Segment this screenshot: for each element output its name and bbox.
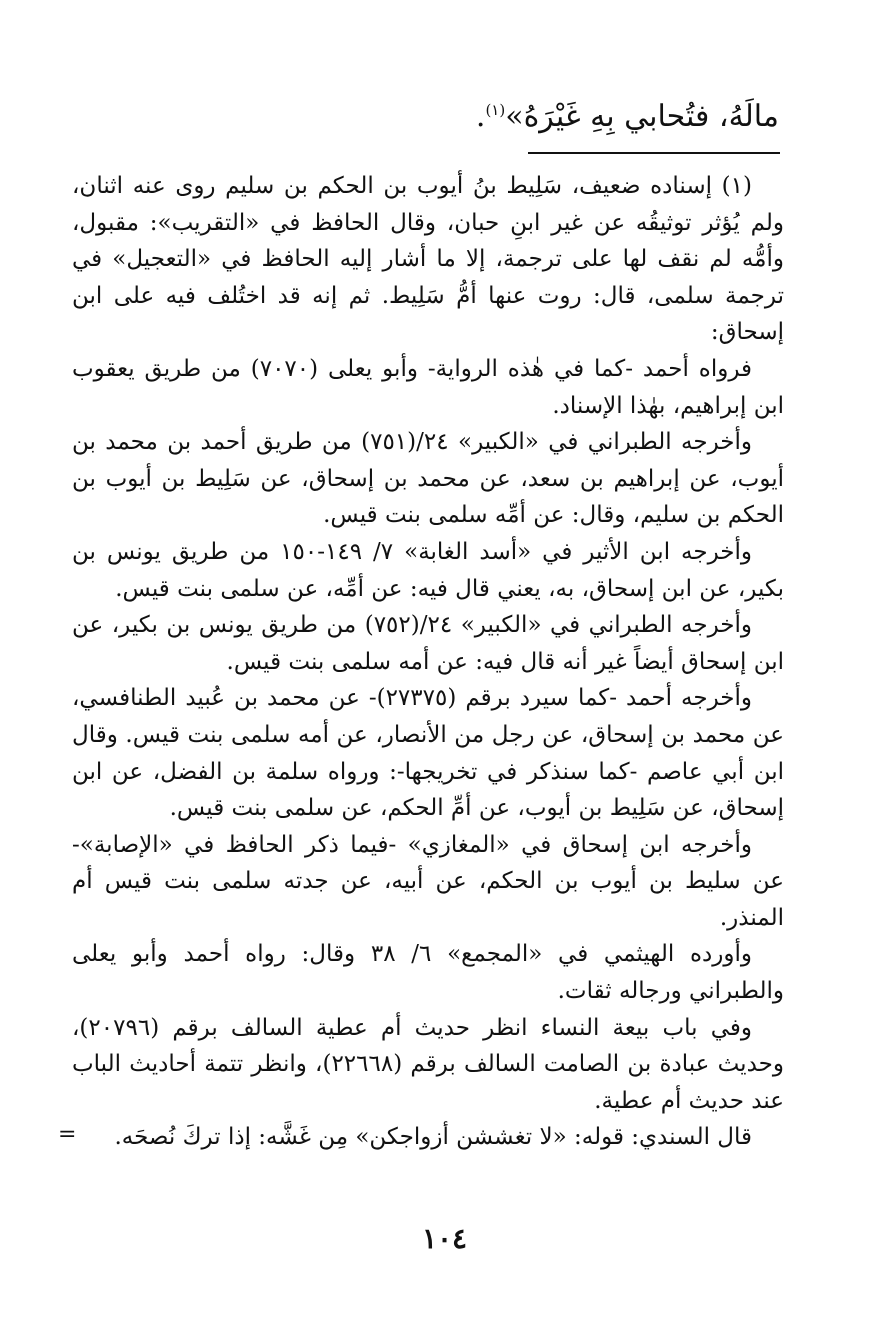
main-text-end: .	[475, 99, 486, 134]
continuation-mark: =	[58, 1122, 77, 1148]
footnote-paragraph: (١) إسناده ضعيف، سَلِيط بنُ أيوب بن الحكم بن سليم روى عنه اثنان، ولم يُؤثر توثيقُه عن غير ابنِ حبان، وقال الحافظ في «التقريب»: مقبول، وأمُّه لم نقف لها على ترجمة، إلا ما أشار إليه الحافظ في «التعجيل» في ترجمة سلمى، قال: روت عنها أمُّ سَلِيط. ثم إنه قد اختُلف فيه على ابن إسحاق:	[72, 173, 784, 346]
footnote-paragraph-last: قال السندي: قوله: «لا تغششن أزواجكن» مِن غَشَّه: إذا تركَ نُصحَه.	[114, 1124, 752, 1151]
footnote-separator	[528, 152, 780, 154]
footnote-paragraph: وفي باب بيعة النساء انظر حديث أم عطية السالف برقم (٢٠٧٩٦)، وحديث عبادة بن الصامت السالف برقم (٢٢٦٦٨)، وانظر تتمة أحاديث الباب عند حديث أم عطية.	[72, 1014, 784, 1114]
footnotes-block	[58, 168, 784, 1156]
footnote-paragraph: وأخرجه ابن الأثير في «أسد الغابة» ٧/ ١٤٩-١٥٠ من طريق يونس بن بكير، عن ابن إسحاق، به، يعني قال فيه: عن أمِّه، عن سلمى بنت قيس.	[72, 538, 784, 602]
main-text-line	[99, 92, 779, 142]
main-text: مالَهُ، فتُحابي بِهِ غَيْرَهُ»	[505, 99, 779, 134]
footnote-paragraph: وأورده الهيثمي في «المجمع» ٦/ ٣٨ وقال: رواه أحمد وأبو يعلى والطبراني ورجاله ثقات.	[72, 941, 784, 1005]
footnote-reference: (١)	[485, 101, 506, 119]
footnote-paragraph: فرواه أحمد -كما في هٰذه الرواية- وأبو يعلى (٧٠٧٠) من طريق يعقوب ابن إبراهيم، بهٰذا الإسناد.	[72, 355, 784, 419]
footnote-paragraph: وأخرجه الطبراني في «الكبير» ٢٤/(٧٥١) من طريق أحمد بن محمد بن أيوب، عن إبراهيم بن سعد، عن محمد بن إسحاق، عن سَلِيط بن أيوب بن الحكم بن سليم، وقال: عن أمِّه سلمى بنت قيس.	[72, 429, 784, 529]
footnote-paragraph: وأخرجه الطبراني في «الكبير» ٢٤/(٧٥٢) من طريق يونس بن بكير، عن ابن إسحاق أيضاً غير أنه قال فيه: عن أمه سلمى بنت قيس.	[72, 612, 784, 675]
footnote-paragraph: وأخرجه أحمد -كما سيرد برقم (٢٧٣٧٥)- عن محمد بن عُبيد الطنافسي، عن محمد بن إسحاق، عن رجل من الأنصار، عن أمه سلمى بنت قيس. وقال ابن أبي عاصم -كما سنذكر في تخريجها-: ورواه سلمة بن الفضل، عن ابن إسحاق، عن سَلِيط بن أيوب، عن أمِّ الحكم، عن سلمى بنت قيس.	[72, 685, 784, 822]
page-number: ١٠٤	[421, 1222, 468, 1255]
footnote-paragraph: وأخرجه ابن إسحاق في «المغازي» -فيما ذكر الحافظ في «الإصابة»- عن سليط بن أيوب بن الحكم، عن أبيه، عن جدته سلمى بنت قيس أم المنذر.	[72, 831, 784, 931]
